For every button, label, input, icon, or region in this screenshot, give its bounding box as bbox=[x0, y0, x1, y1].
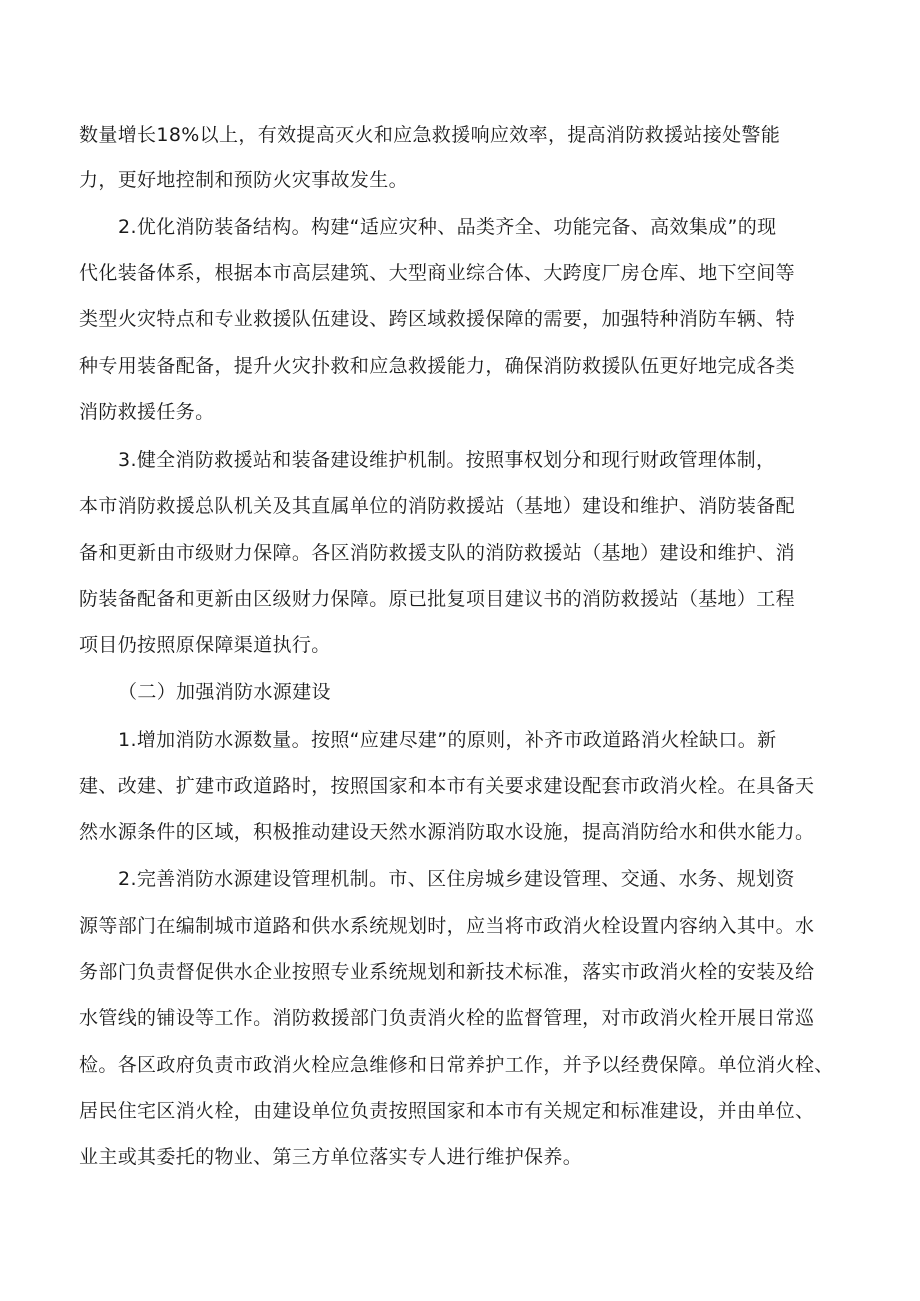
body-text-line: 居民住宅区消火栓，由建设单位负责按照国家和本市有关规定和标准建设，并由单位、 bbox=[79, 1100, 815, 1122]
body-text-line: 检。各区政府负责市政消火栓应急维修和日常养护工作，并予以经费保障。单位消火栓、 bbox=[79, 1054, 834, 1076]
body-text-line: 本市消防救援总队机关及其直属单位的消防救援站（基地）建设和维护、消防装备配 bbox=[79, 495, 795, 517]
body-text-line: 建、改建、扩建市政道路时，按照国家和本市有关要求建设配套市政消火栓。在具备天 bbox=[79, 775, 815, 797]
body-text-line: 数量增长18%以上，有效提高灭火和应急救援响应效率，提高消防救援站接处警能 bbox=[79, 124, 781, 146]
paragraph-first-line: 2.完善消防水源建设管理机制。市、区住房城乡建设管理、交通、水务、规划资 bbox=[118, 868, 795, 890]
body-text-line: 防装备配备和更新由区级财力保障。原已批复项目建议书的消防救援站（基地）工程 bbox=[79, 588, 795, 610]
body-text-line: 消防救援任务。 bbox=[79, 401, 215, 423]
paragraph-first-line: 3.健全消防救援站和装备建设维护机制。按照事权划分和现行财政管理体制， bbox=[118, 449, 776, 471]
body-text-line: 务部门负责督促供水企业按照专业系统规划和新技术标准，落实市政消火栓的安装及给 bbox=[79, 961, 815, 983]
body-text-line: 业主或其委托的物业、第三方单位落实专人进行维护保养。 bbox=[79, 1146, 583, 1168]
body-text-line: 代化装备体系，根据本市高层建筑、大型商业综合体、大跨度厂房仓库、地下空间等 bbox=[79, 262, 795, 284]
body-text-line: 源等部门在编制城市道路和供水系统规划时，应当将市政消火栓设置内容纳入其中。水 bbox=[79, 915, 815, 937]
paragraph-first-line: 2.优化消防装备结构。构建“适应灾种、品类齐全、功能完备、高效集成”的现 bbox=[118, 216, 777, 238]
section-heading: （二）加强消防水源建设 bbox=[118, 681, 331, 703]
body-text-line: 水管线的铺设等工作。消防救援部门负责消火栓的监督管理，对市政消火栓开展日常巡 bbox=[79, 1007, 815, 1029]
paragraph-first-line: 1.增加消防水源数量。按照“应建尽建”的原则，补齐市政道路消火栓缺口。新 bbox=[118, 729, 777, 751]
body-text-line: 力，更好地控制和预防火灾事故发生。 bbox=[79, 169, 408, 191]
body-text-line: 备和更新由市级财力保障。各区消防救援支队的消防救援站（基地）建设和维护、消 bbox=[79, 542, 795, 564]
body-text-line: 类型火灾特点和专业救援队伍建设、跨区域救援保障的需要，加强特种消防车辆、特 bbox=[79, 308, 795, 330]
body-text-line: 种专用装备配备，提升火灾扑救和应急救援能力，确保消防救援队伍更好地完成各类 bbox=[79, 355, 795, 377]
body-text-line: 然水源条件的区域，积极推动建设天然水源消防取水设施，提高消防给水和供水能力。 bbox=[79, 821, 815, 843]
body-text-line: 项目仍按照原保障渠道执行。 bbox=[79, 634, 331, 656]
